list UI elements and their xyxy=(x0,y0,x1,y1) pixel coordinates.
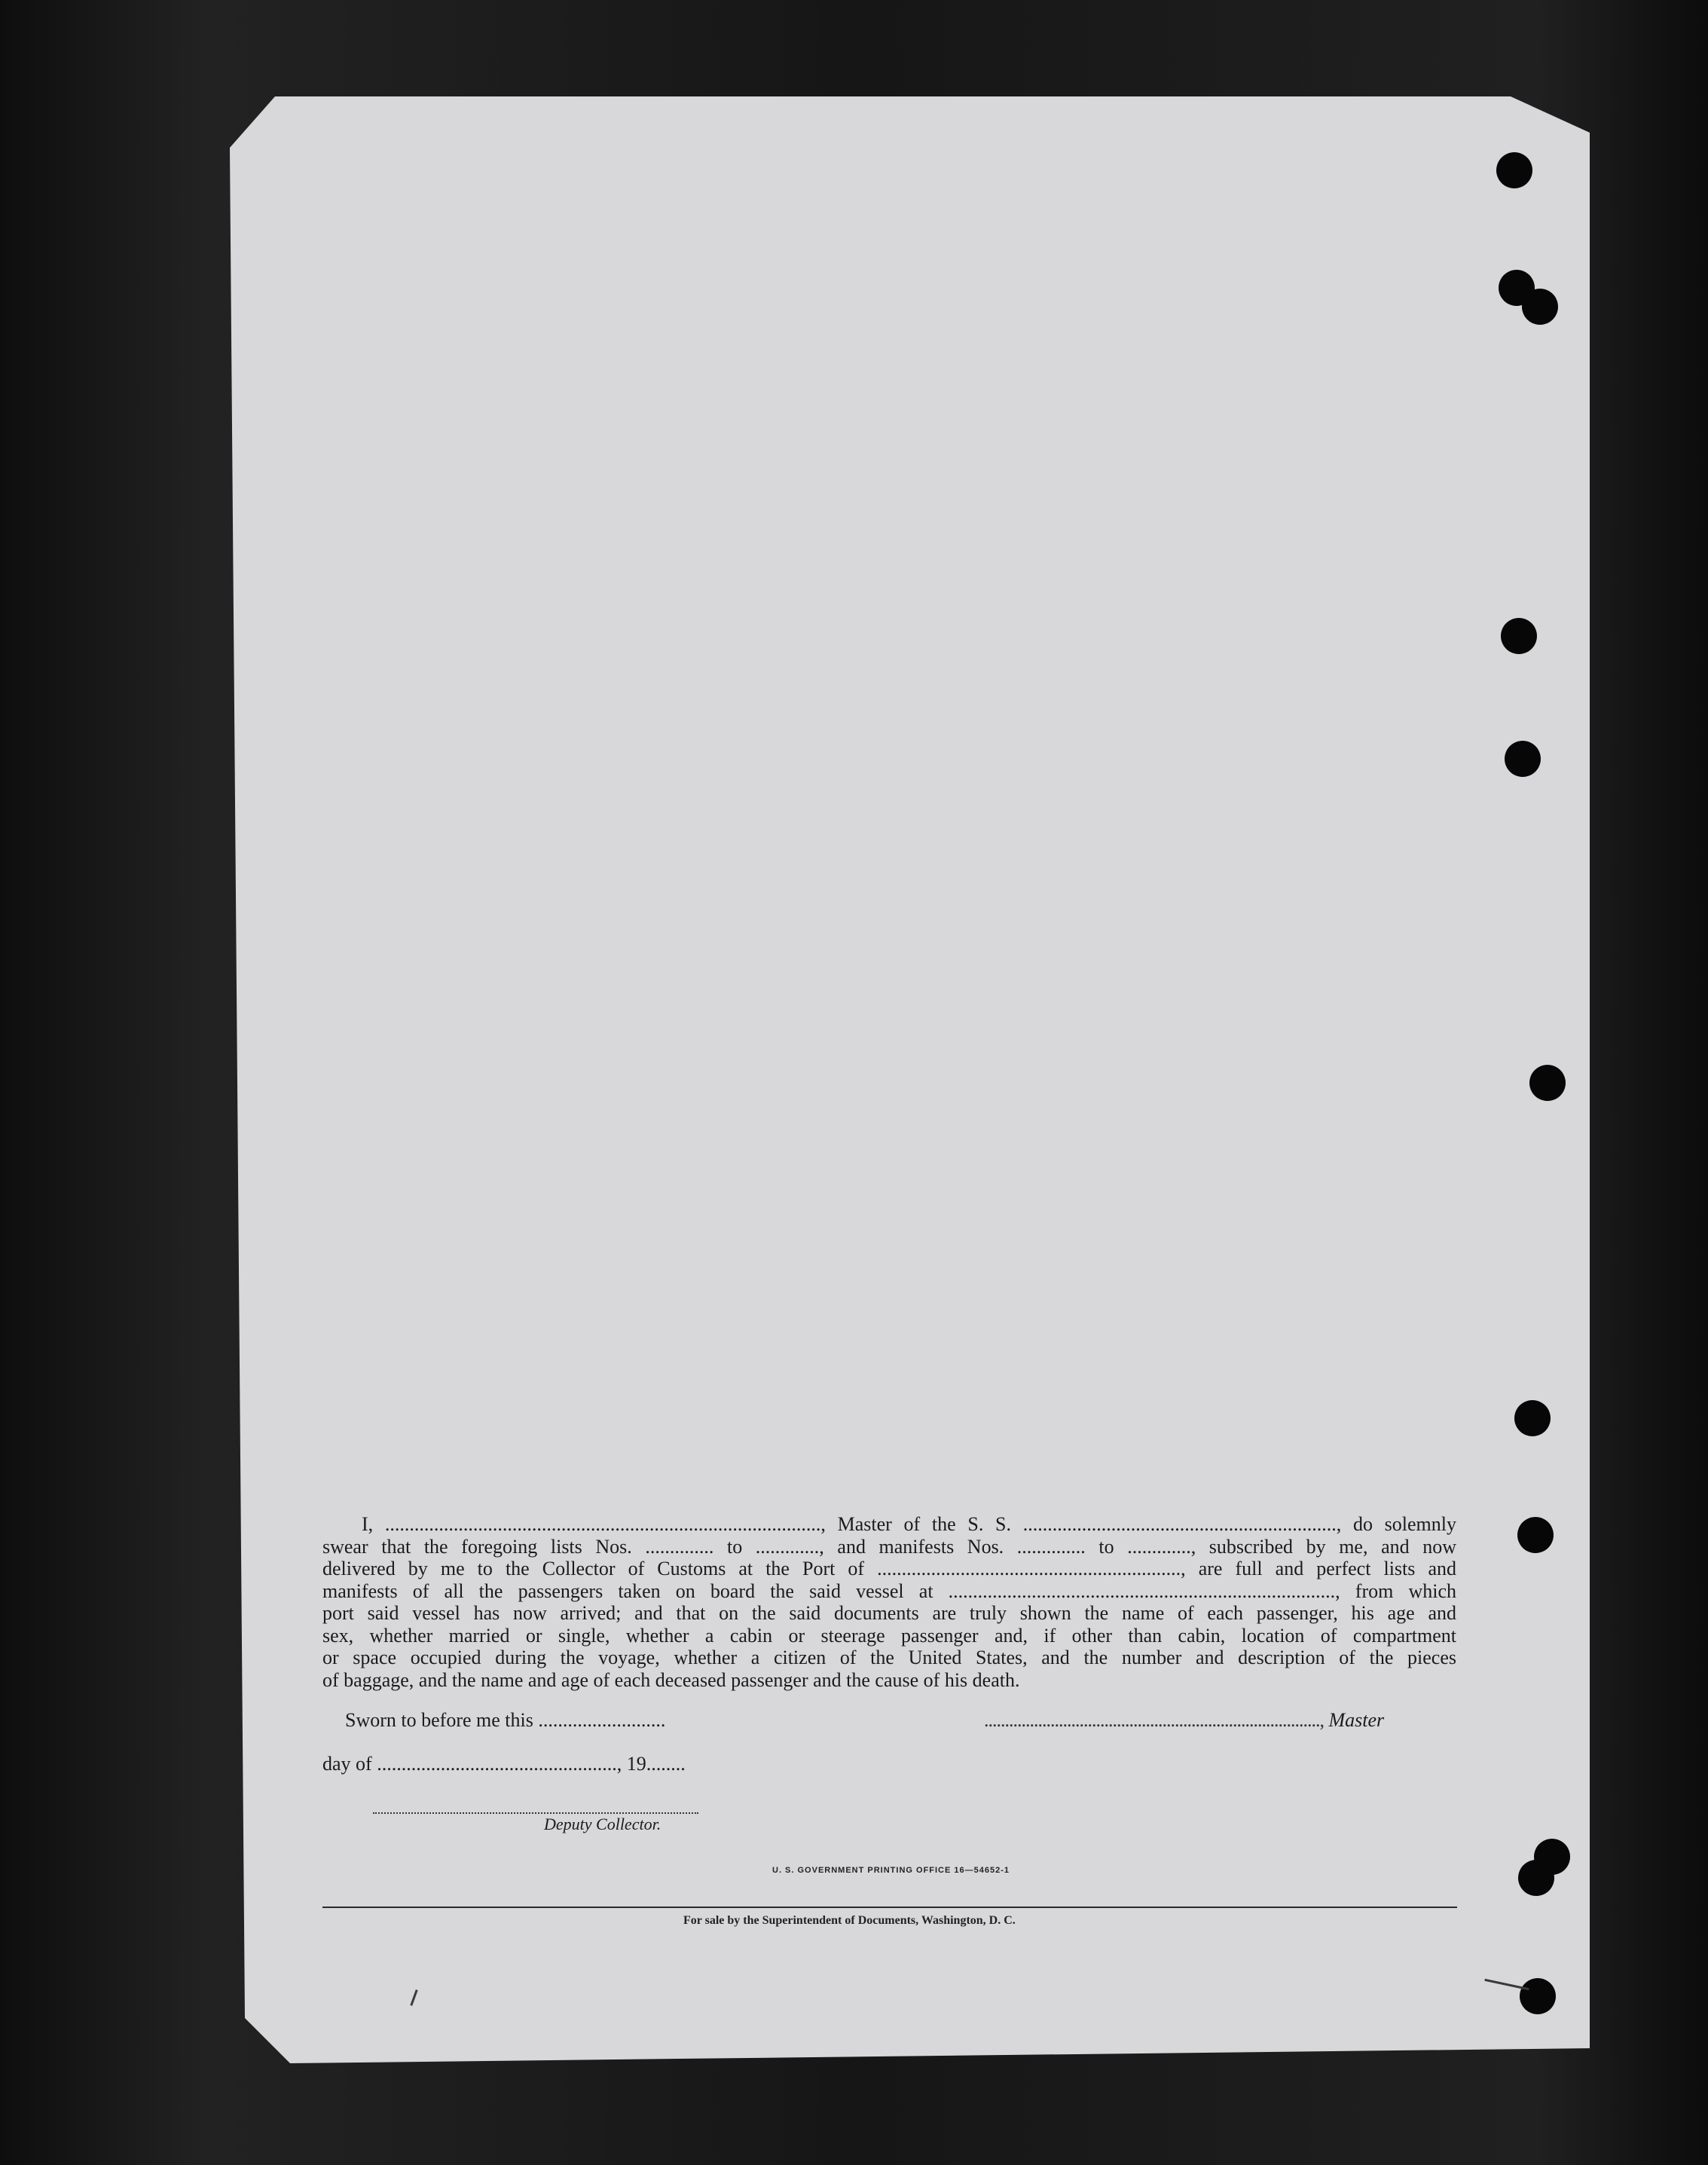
punch-hole xyxy=(1496,152,1532,188)
punch-hole xyxy=(1517,1517,1554,1553)
punch-hole xyxy=(1520,1978,1556,2014)
punch-hole xyxy=(1514,1400,1551,1436)
day-of-line: day of ................................................., 19........ xyxy=(322,1753,686,1775)
punch-hole xyxy=(1529,1065,1566,1101)
oath-line: delivered by me to the Collector of Customs at the Port of .............................................................., are full and perfect lists and xyxy=(322,1558,1456,1579)
oath-line: or space occupied during the voyage, whether a citizen of the United States, and the number and description of the pieces xyxy=(322,1647,1456,1668)
oath-line: of baggage, and the name and age of each deceased passenger and the cause of his death. xyxy=(322,1668,1020,1691)
oath-line: sex, whether married or single, whether a cabin or steerage passenger and, if other than cabin, location of compartment xyxy=(322,1624,1456,1647)
punch-hole xyxy=(1522,289,1558,325)
oath-paragraph xyxy=(322,1513,1456,1691)
punch-hole xyxy=(1501,618,1537,654)
oath-line: manifests of all the passengers taken on board the said vessel at ..............................................................................., from which xyxy=(322,1579,1456,1602)
printing-office-imprint: U. S. GOVERNMENT PRINTING OFFICE 16—54652-1 xyxy=(772,1866,1010,1875)
punch-hole xyxy=(1505,741,1541,777)
master-signature-blank: ................................................................................., xyxy=(984,1709,1324,1731)
oath-line: port said vessel has now arrived; and that on the said documents are truly shown the name of each passenger, his age and xyxy=(322,1602,1456,1624)
oath-line: I, ........................................................................................., Master of the S. S. ................................................................, do solemnly xyxy=(362,1513,1456,1535)
sale-notice: For sale by the Superintendent of Documents, Washington, D. C. xyxy=(683,1914,1016,1927)
footer-rule xyxy=(322,1907,1457,1908)
sworn-before-line: Sworn to before me this .......................... xyxy=(345,1709,666,1731)
master-signature-line xyxy=(984,1709,1384,1732)
deputy-collector-signature-line xyxy=(373,1812,698,1814)
deputy-collector-label: Deputy Collector. xyxy=(544,1815,662,1833)
oath-line: swear that the foregoing lists Nos. .............. to ............., and manifests Nos. .............. to ............., subscribed by me, and now xyxy=(322,1535,1456,1558)
punch-hole xyxy=(1518,1860,1554,1896)
master-title: Master xyxy=(1328,1709,1385,1731)
